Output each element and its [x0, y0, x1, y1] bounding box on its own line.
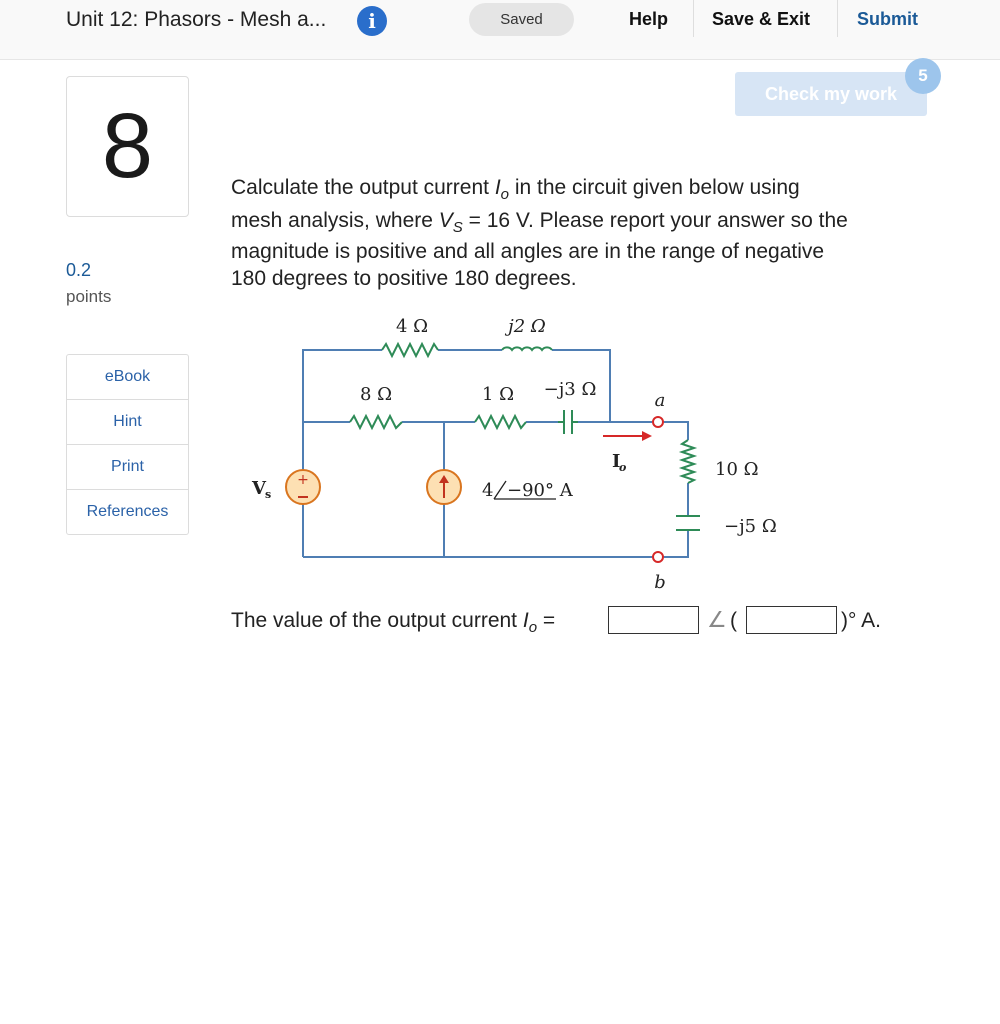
- question-text: Calculate the output current $I_o$ in the circuit given below using mesh analysis, where $V_S = 16$ V. Please report your answer so the magnitude is positive and all angles are in the range of negative 180 degrees to positive 180 degrees.: [231, 176, 848, 290]
- hint-button[interactable]: Hint: [67, 400, 188, 445]
- terminal-b: [653, 552, 663, 562]
- label-r-top: 4 Ω: [395, 316, 429, 337]
- label-c-load: −j5 Ω: [724, 516, 777, 537]
- ebook-button[interactable]: eBook: [67, 355, 188, 400]
- answer-unit: )° A.: [841, 609, 881, 632]
- circuit-diagram: [240, 300, 800, 600]
- points-value: 0.2: [66, 260, 92, 280]
- header-divider: [837, 0, 838, 37]
- submit-link[interactable]: Submit: [857, 9, 918, 29]
- label-vs: V: [252, 478, 266, 499]
- label-io: I: [612, 451, 621, 472]
- info-icon[interactable]: i: [357, 6, 387, 36]
- terminal-a: [653, 417, 663, 427]
- current-source: [427, 470, 461, 504]
- angle-icon: ∠: [707, 607, 727, 632]
- top-bar: [0, 0, 1000, 60]
- open-paren: (: [730, 609, 737, 632]
- print-button[interactable]: Print: [67, 445, 188, 490]
- question-number: 8: [66, 76, 189, 217]
- answer-prompt: The value of the output current $I_o$ =: [231, 609, 556, 636]
- references-button[interactable]: References: [86, 503, 169, 520]
- label-l-top: j2 Ω: [508, 316, 546, 337]
- label-source-i-mag: 4: [482, 480, 494, 501]
- checks-remaining-badge: 5: [905, 58, 941, 94]
- header-divider: [693, 0, 694, 37]
- voltage-source: [286, 470, 320, 504]
- question-tools: [66, 354, 189, 535]
- label-source-i-angle: −90° A: [507, 480, 573, 501]
- label-r-left: 8 Ω: [359, 384, 393, 405]
- save-exit-link[interactable]: Save & Exit: [712, 9, 811, 29]
- label-node-a: a: [654, 390, 666, 411]
- saved-status-badge: Saved: [469, 3, 574, 36]
- check-my-work-button[interactable]: Check my work: [735, 72, 927, 116]
- label-r-load: 10 Ω: [715, 459, 759, 480]
- assignment-title: Unit 12: Phasors - Mesh a...: [66, 8, 327, 31]
- points-label: points: [66, 287, 112, 306]
- label-c-mid: −j3 Ω: [543, 379, 597, 400]
- label-r-mid: 1 Ω: [481, 384, 515, 405]
- current-arrow: [603, 431, 652, 441]
- svg-text:+: +: [297, 472, 309, 488]
- svg-text:s: s: [265, 488, 272, 501]
- help-link[interactable]: Help: [629, 9, 669, 29]
- angle-input[interactable]: [746, 606, 837, 634]
- label-node-b: b: [654, 572, 666, 593]
- svg-text:o: o: [619, 461, 627, 474]
- magnitude-input[interactable]: [608, 606, 699, 634]
